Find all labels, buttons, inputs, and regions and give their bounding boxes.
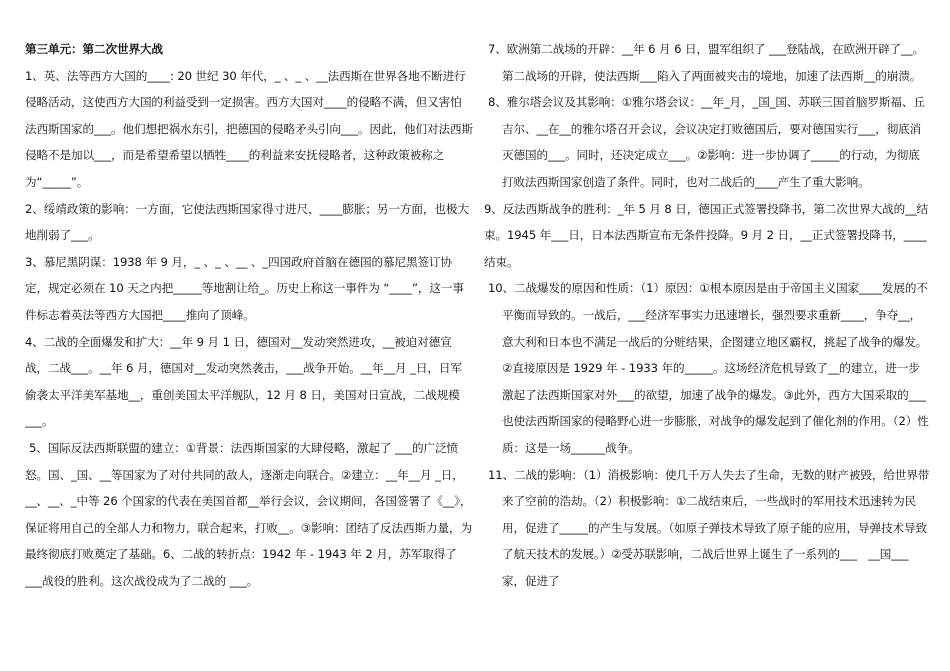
item-8-paragraph: 8、雅尔塔会议及其影响：①雅尔塔会议：__年_月，_国_国、苏联三国首脑罗斯福、丘吉尔、__在__的雅尔塔召开会议，会议决定打败德国后，要对德国实行___，彻底消灭德国的___。同时，还决定成立___。②影响：进一步协调了_____的行动，为彻底打败法西斯国家创造了条件。同时，也对二战后的____产生了重大影响。	[488, 95, 925, 189]
item-10-paragraph: 10、二战爆发的原因和性质：（1）原因：①根本原因是由于帝国主义国家____发展的不平衡而导致的。一战后，___经济军事实力迅速增长，强烈要求重新____，争夺__，意大利和日本也不满足一战后的分赃结果，企图建立地区霸权，挑起了战争的爆发。②直接原因是 1929 年 - 1933 年的_____。这场经济危机导致了__的建立，进一步激起了法西斯国家对外___的欲望，加速了战争的爆发。③此外，西方大国采取的___也使法西斯国家的侵略野心进一步膨胀，对战争的爆发起到了催化剂的作用。（2）性质：这是一场______战争。	[488, 281, 929, 455]
item-5-6-paragraph: 5、国际反法西斯联盟的建立：①背景：法西斯国家的大肆侵略，激起了 ___的广泛愤怒。国、_国、__等国家为了对付共同的敌人，逐渐走向联合。②建立：__年__月 _日，__、__、_中等 26 个国家的代表在美国首都__举行会议，会议期间，各国签署了《__》，保证将用自己的全部人力和物力，联合起来，打败__。③影响：团结了反法西斯力量，为最终彻底打败奠定了基础。6、二战的转折点：1942 年 - 1943 年 2 月，苏军取得了___战役的胜利。这次战役成为了二战的 ___。	[25, 440, 472, 588]
item-3-paragraph: 3、慕尼黑阴谋：1938 年 9 月，_ 、_ 、__ 、_四国政府首脑在德国的慕尼黑签订协定，规定必须在 10 天之内把_____等地割让给_。历史上称这一事件为 “____”，这一事件标志着英法等西方大国把____推向了顶峰。	[25, 254, 464, 322]
unit-heading: 第三单元：第二次世界大战	[25, 42, 163, 56]
right-column	[484, 36, 930, 594]
item-4-paragraph: 4、二战的全面爆发和扩大：__年 9 月 1 日，德国对__发动突然进攻，__被迫对德宣战，二战___。__年 6 月，德国对__发动突然袭击，___战争开始。__年__月 _日，日军偷袭太平洋美军基地__，重创美国太平洋舰队，12 月 8 日，美国对日宣战，二战规模___。	[25, 334, 462, 429]
item-2-paragraph: 2、绥靖政策的影响：一方面，它使法西斯国家得寸进尺，____膨胀；另一方面，也极大地削弱了___。	[25, 201, 469, 243]
item-9-paragraph: 9、反法西斯战争的胜利：_年 5 月 8 日，德国正式签署投降书，第二次世界大战的__结束。1945 年___日，日本法西斯宣布无条件投降。9 月 2 日，__正式签署投降书，____结束。	[484, 201, 929, 269]
item-1-paragraph: 1、英、法等西方大国的____: 20 世纪 30 年代，_ 、_ 、__法西斯在世界各地不断进行侵略活动，这使西方大国的利益受到一定损害。西方大国对____的侵略不满，但又害怕法西斯国家的___。他们想把祸水东引，把德国的侵略矛头引向___。因此，他们对法西斯侵略不是加以___，而是希望希望以牺牲____的利益来安抚侵略者，这种政策被称之为“_____”。	[25, 68, 473, 189]
left-column	[25, 36, 473, 594]
item-7-paragraph: 7、欧洲第二战场的开辟：__年 6 月 6 日，盟军组织了 ___登陆战，在欧洲开辟了__。第二战场的开辟，使法西斯___陷入了两面被夹击的境地，加速了法西斯__的崩溃。	[488, 42, 924, 83]
item-11-paragraph: 11、二战的影响：（1）消极影响：使几千万人失去了生命，无数的财产被毁，给世界带来了空前的浩劫。（2）积极影响：①二战结束后，一些战时的军用技术迅速转为民用，促进了_____的产生与发展。（如原子弹技术导致了原子能的应用，导弹技术导致了航天技术的发展。）②受苏联影响，二战后世界上诞生了一系列的___ __国___家，促进了	[488, 467, 930, 588]
